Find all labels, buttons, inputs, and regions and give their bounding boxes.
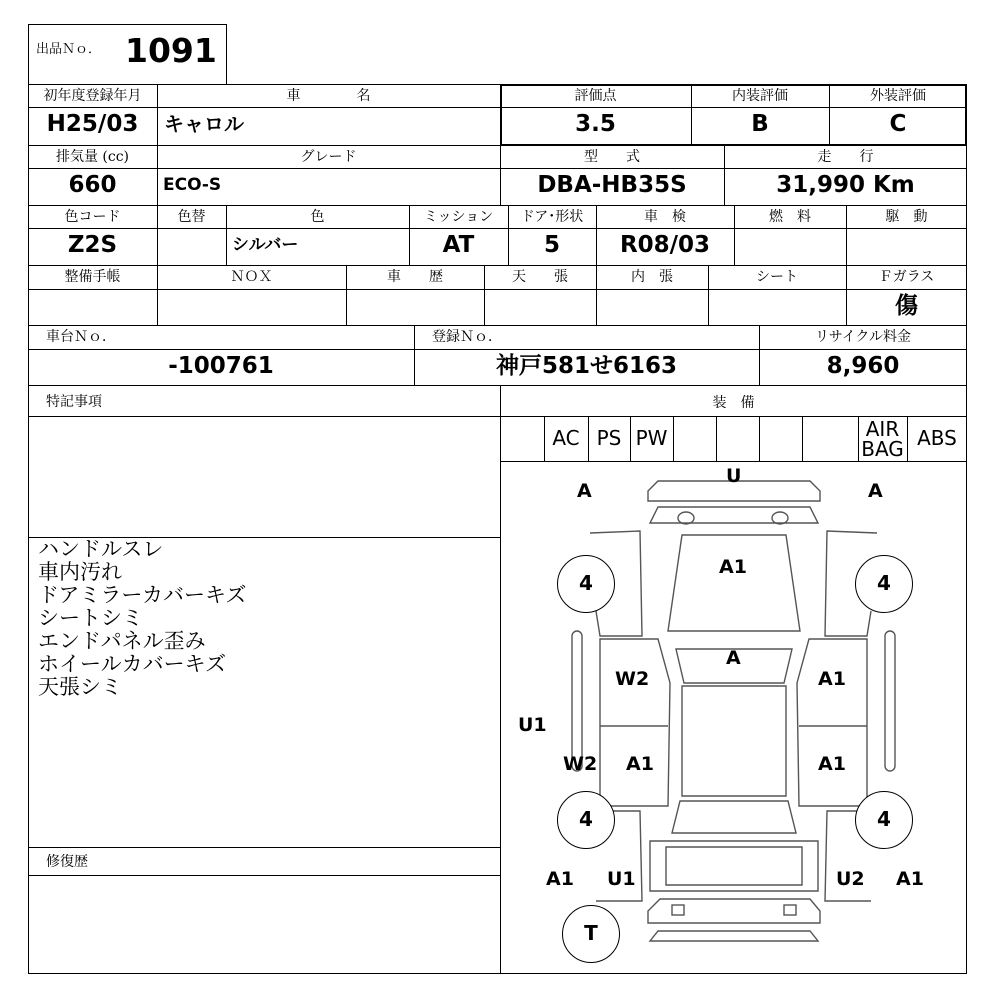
lot-label: 出品Ｎｏ． bbox=[36, 42, 102, 57]
color-change-label: 色替 bbox=[177, 209, 206, 225]
grade-value: ECO-S bbox=[163, 175, 222, 195]
equip-slot-blank bbox=[759, 418, 802, 460]
interior-trim-label: 内 張 bbox=[631, 269, 673, 285]
mark-roof-top: U bbox=[726, 465, 742, 487]
lot-number: 1091 bbox=[125, 31, 217, 70]
mark-left-rear-door-w: W2 bbox=[563, 753, 598, 775]
first-registration-label: 初年度登録年月 bbox=[43, 88, 142, 104]
drive-label: 駆 動 bbox=[885, 209, 928, 225]
displacement-value: 660 bbox=[68, 172, 117, 198]
recycle-value: 8,960 bbox=[826, 353, 900, 379]
doors-value: 5 bbox=[543, 232, 560, 258]
color-code-value: Z2S bbox=[67, 232, 118, 258]
score-label: 評価点 bbox=[574, 88, 617, 104]
remark-item: エンドパネル歪み bbox=[38, 629, 206, 653]
mark-left-front-fender: W2 bbox=[615, 668, 650, 690]
car-diagram bbox=[500, 461, 967, 974]
remark-item: シートシミ bbox=[38, 606, 143, 630]
nox-label: ＮＯＸ bbox=[230, 269, 273, 285]
color-code-label: 色コード bbox=[64, 209, 121, 225]
doors-label: ドア･形状 bbox=[520, 209, 584, 225]
remarks-list bbox=[38, 538, 247, 699]
equip-ps: PS bbox=[596, 426, 622, 450]
tire-front-right: 4 bbox=[855, 555, 913, 613]
equipment-label: 装 備 bbox=[712, 395, 755, 411]
remark-item: ドアミラーカバーキズ bbox=[38, 583, 247, 607]
mark-left-side: U1 bbox=[518, 714, 547, 736]
repair-label: 修復歴 bbox=[46, 854, 88, 870]
seat-label: シート bbox=[756, 269, 798, 285]
fuel-label: 燃 料 bbox=[769, 209, 811, 225]
equip-pw: PW bbox=[635, 426, 668, 450]
inspection-label: 車 検 bbox=[644, 209, 686, 225]
equip-airbag: AIR BAG bbox=[861, 417, 904, 461]
equip-slot-blank bbox=[802, 418, 858, 460]
registration-value: 神戸581せ6163 bbox=[495, 353, 678, 379]
remark-item: ハンドルスレ bbox=[38, 537, 164, 561]
transmission-value: AT bbox=[442, 232, 475, 258]
mark-rear-left: U1 bbox=[607, 868, 636, 890]
exterior-label: 外装評価 bbox=[870, 88, 926, 104]
spare-tire: T bbox=[562, 905, 620, 963]
mark-right-rear-door: A1 bbox=[818, 753, 846, 775]
inspection-value: R08/03 bbox=[619, 232, 711, 258]
chassis-label: 車台Ｎｏ． bbox=[46, 329, 116, 345]
color-value: シルバー bbox=[232, 235, 299, 255]
mark-windshield-area: A bbox=[726, 647, 741, 669]
grade-label: グレード bbox=[300, 149, 357, 165]
remarks-label: 特記事項 bbox=[46, 394, 102, 410]
mileage-value: 31,990 Km bbox=[776, 172, 915, 198]
equip-slot-blank bbox=[673, 418, 716, 460]
recycle-label: リサイクル料金 bbox=[814, 329, 912, 345]
equip-slot-blank bbox=[500, 418, 544, 460]
equip-slot-blank bbox=[716, 418, 759, 460]
remark-item: 車内汚れ bbox=[38, 560, 122, 584]
model-label: 型 式 bbox=[584, 149, 640, 165]
windshield-label: Ｆガラス bbox=[878, 269, 935, 285]
tire-front-left: 4 bbox=[557, 555, 615, 613]
mark-left-rear-door-a: A1 bbox=[626, 753, 654, 775]
mark-rear-left-corner: A1 bbox=[546, 868, 574, 890]
tire-rear-left: 4 bbox=[557, 791, 615, 849]
displacement-label: 排気量 (cc) bbox=[55, 149, 130, 165]
mark-rear-right-corner: A1 bbox=[896, 868, 924, 890]
mileage-label: 走 行 bbox=[817, 149, 874, 165]
model-value: DBA-HB35S bbox=[537, 172, 687, 198]
history-label: 車 歴 bbox=[387, 269, 443, 285]
car-name-label: 車 名 bbox=[286, 88, 371, 104]
mark-hood: A1 bbox=[719, 556, 747, 578]
service-book-label: 整備手帳 bbox=[64, 269, 121, 285]
interior-label: 内装評価 bbox=[732, 88, 788, 104]
equip-ac: AC bbox=[552, 426, 580, 450]
mark-right-front-fender: A1 bbox=[818, 668, 846, 690]
registration-label: 登録Ｎｏ． bbox=[432, 329, 502, 345]
score-value: 3.5 bbox=[575, 111, 616, 137]
interior-value: B bbox=[751, 111, 769, 137]
transmission-label: ミッション bbox=[423, 209, 494, 225]
color-label: 色 bbox=[310, 209, 325, 225]
sunroof-label: 天 張 bbox=[512, 269, 568, 285]
mark-front-left-corner: A bbox=[577, 480, 592, 502]
mark-rear-right: U2 bbox=[836, 868, 865, 890]
tire-rear-right: 4 bbox=[855, 791, 913, 849]
exterior-value: C bbox=[889, 111, 907, 137]
mark-front-right-corner: A bbox=[868, 480, 883, 502]
windshield-value: 傷 bbox=[895, 293, 918, 319]
remark-item: 天張シミ bbox=[38, 675, 122, 699]
chassis-value: -100761 bbox=[168, 353, 274, 379]
car-name-value: キャロル bbox=[164, 112, 244, 136]
remark-item: ホイールカバーキズ bbox=[38, 652, 227, 676]
equip-abs: ABS bbox=[917, 426, 957, 450]
first-registration-value: H25/03 bbox=[46, 111, 139, 137]
